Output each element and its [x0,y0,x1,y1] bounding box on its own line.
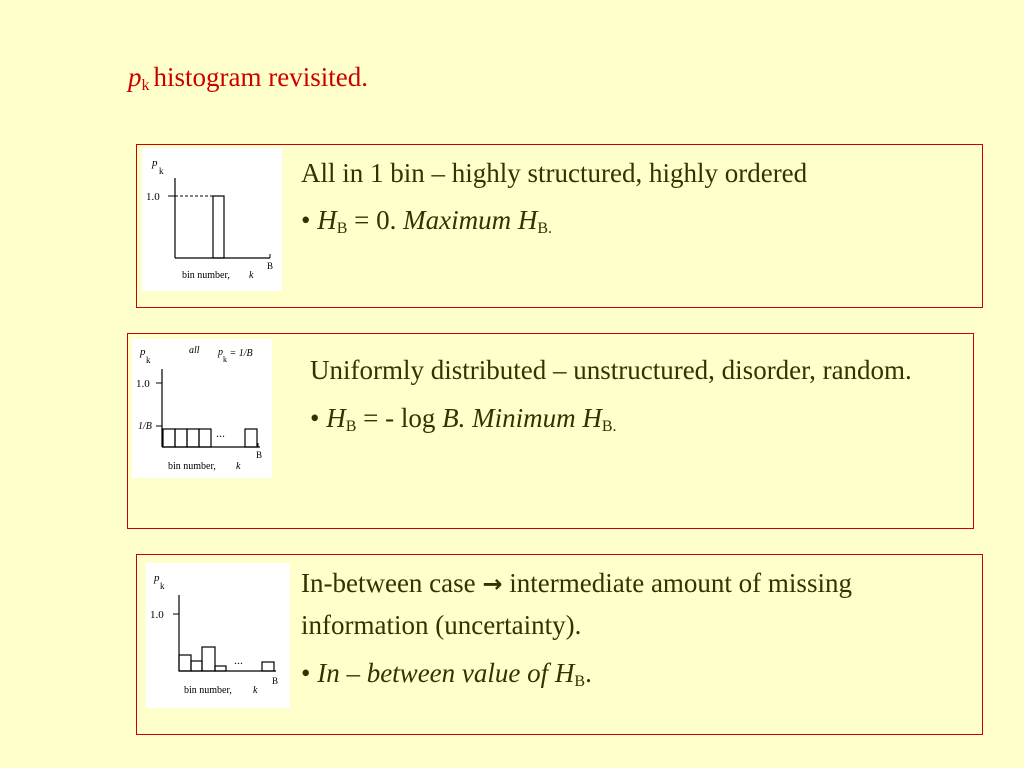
panel-all-in-one-bin [136,144,983,308]
bullet-extra-sub: B [574,672,586,690]
entropy-sub: B [336,219,348,237]
fig-xend: B [256,450,263,460]
bullet-extra-sub: B. [537,219,553,237]
bullet-extra: In – between value of H [317,657,575,688]
title-p: p [128,62,142,92]
title-text: histogram revisited. [153,62,368,92]
fig-xvar: k [236,461,241,472]
entropy-H: H [317,204,337,235]
title-k: k [141,77,150,94]
bullet-extra: . Minimum H [458,402,602,433]
arrow-icon: → [482,570,503,598]
panel-heading: Uniformly distributed – unstructured, disorder, random. [310,355,912,385]
panel-text [301,563,971,695]
fig-tick-2: 1/B [138,421,152,432]
fig-xend: B [267,261,274,271]
panel-heading [301,563,971,647]
fig-dots: ... [234,653,243,667]
bullet-dot: • [301,204,311,235]
slide-title [128,62,368,95]
bullet-dot: • [301,657,311,688]
fig-ylabel: p [154,572,160,584]
bullet-end: . [585,657,592,688]
fig-tick-1: 1.0 [146,191,160,203]
fig-xlabel: bin number, [184,685,232,696]
histogram-figure-single [142,148,282,291]
fig-ylabel: p [152,157,158,169]
fig-ysub: k [146,355,151,365]
panel-uniform [127,333,974,529]
fig-tick-1: 1.0 [136,378,150,390]
heading-part-a: In-between case [301,568,483,598]
fig-xend: B [272,676,279,686]
panel-in-between [136,554,983,735]
bullet-eq: = - log [356,402,443,433]
panel-heading: All in 1 bin – highly structured, highly ordered [301,158,808,188]
fig-all: all [189,345,200,356]
entropy-sub: B [345,417,357,435]
fig-tick-1: 1.0 [150,609,164,621]
bullet-extra: Maximum H [403,204,538,235]
fig-pk-eq: = 1/B [227,348,253,359]
bullet-eq: = 0. [347,204,404,235]
bullet-item [301,653,971,695]
fig-ysub: k [159,166,164,176]
fig-xlabel: bin number, [168,461,216,472]
fig-dots: ... [216,426,225,440]
fig-xvar: k [253,685,258,696]
bullet-dot: • [310,402,320,433]
entropy-H: H [326,402,346,433]
panel-text [310,350,960,440]
fig-pk: p [218,347,223,358]
bullet-item [310,398,960,440]
fig-pk-sub: k [223,355,227,364]
bullet-item [301,200,971,241]
fig-ysub: k [160,581,165,591]
fig-xvar: k [249,270,254,281]
fig-ylabel: p [140,346,146,358]
panel-text [301,153,971,241]
histogram-figure-uniform [132,339,272,478]
histogram-figure-mixed [146,563,290,708]
bullet-B: B [442,402,459,433]
heading-part-b: intermediate amount of missing information (uncertainty). [301,568,859,640]
bullet-extra-sub: B. [601,417,617,435]
fig-xlabel: bin number, [182,270,230,281]
